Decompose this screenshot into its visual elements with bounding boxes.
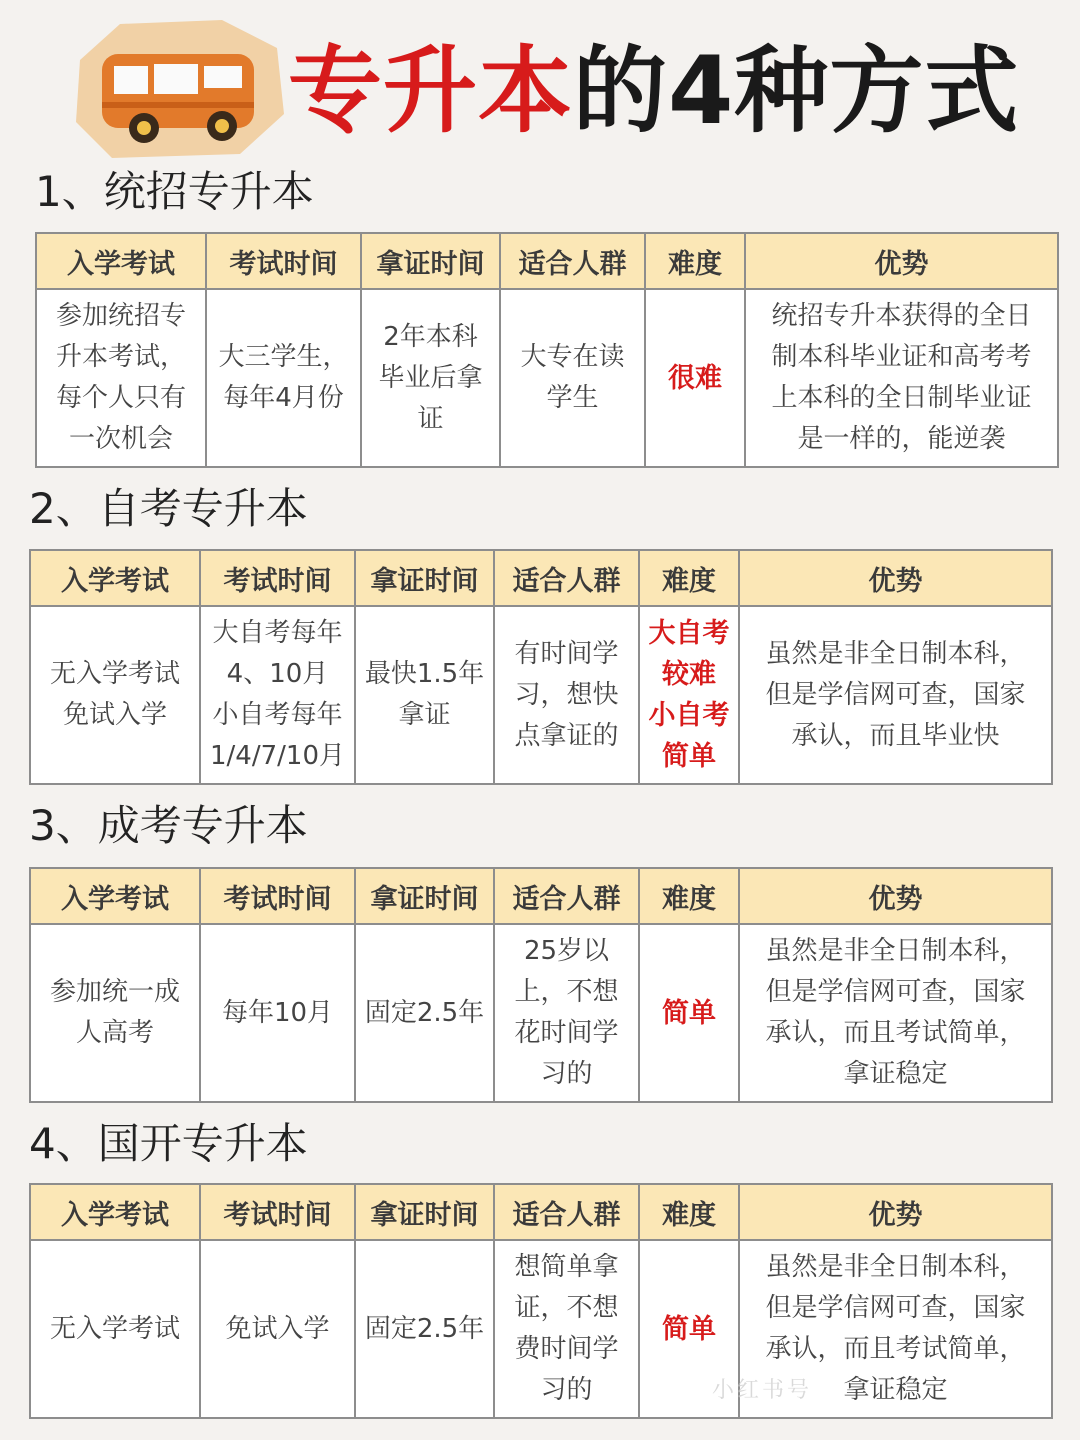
section-1-table	[35, 232, 1059, 468]
watermark: 小红书号	[712, 1378, 813, 1403]
column-header: 入学考试	[36, 233, 206, 289]
page-title-red: 专升本	[288, 37, 574, 146]
column-header: 拿证时间	[355, 868, 494, 924]
cert-time-cell: 2年本科 毕业后拿 证	[361, 289, 500, 467]
column-header: 拿证时间	[355, 1184, 494, 1240]
column-header: 适合人群	[494, 550, 639, 606]
column-header: 适合人群	[494, 1184, 639, 1240]
column-header: 难度	[645, 233, 745, 289]
entrance-cell: 参加统一成 人高考	[30, 924, 200, 1102]
table-row	[30, 1240, 1052, 1418]
section-1-heading: 1、统招专升本	[35, 167, 314, 216]
column-header: 适合人群	[500, 233, 645, 289]
column-header: 考试时间	[200, 868, 355, 924]
table-header-row	[30, 550, 1052, 606]
column-header: 难度	[639, 550, 739, 606]
cert-time-cell: 最快1.5年 拿证	[355, 606, 494, 784]
column-header: 适合人群	[494, 868, 639, 924]
column-header: 优势	[739, 550, 1052, 606]
column-header: 难度	[639, 1184, 739, 1240]
difficulty-cell: 很难	[645, 289, 745, 467]
column-header: 拿证时间	[361, 233, 500, 289]
column-header: 优势	[745, 233, 1058, 289]
advantage-cell: 虽然是非全日制本科， 但是学信网可查，国家 承认，而且毕业快	[739, 606, 1052, 784]
table-header-row	[30, 868, 1052, 924]
section-2-heading: 2、自考专升本	[29, 484, 308, 533]
section-3-heading: 3、成考专升本	[29, 801, 308, 850]
page-title-black: 的4种方式	[573, 37, 1020, 146]
page-title	[288, 30, 1019, 154]
table-header-row	[30, 1184, 1052, 1240]
advantage-cell: 统招专升本获得的全日 制本科毕业证和高考考 上本科的全日制毕业证 是一样的，能逆袭	[745, 289, 1058, 467]
column-header: 拿证时间	[355, 550, 494, 606]
column-header: 考试时间	[200, 550, 355, 606]
audience-cell: 25岁以 上，不想 花时间学 习的	[494, 924, 639, 1102]
exam-time-cell: 大自考每年 4、10月 小自考每年 1/4/7/10月	[200, 606, 355, 784]
table-row	[30, 924, 1052, 1102]
difficulty-cell: 简单	[639, 1240, 739, 1418]
column-header: 入学考试	[30, 550, 200, 606]
column-header: 考试时间	[200, 1184, 355, 1240]
audience-cell: 大专在读 学生	[500, 289, 645, 467]
column-header: 优势	[739, 868, 1052, 924]
entrance-cell: 无入学考试 免试入学	[30, 606, 200, 784]
section-4-table	[29, 1183, 1053, 1419]
audience-cell: 想简单拿 证，不想 费时间学 习的	[494, 1240, 639, 1418]
advantage-cell: 虽然是非全日制本科， 但是学信网可查，国家 承认，而且考试简单， 拿证稳定	[739, 1240, 1052, 1418]
column-header: 优势	[739, 1184, 1052, 1240]
entrance-cell: 参加统招专 升本考试， 每个人只有 一次机会	[36, 289, 206, 467]
header	[0, 0, 1080, 170]
exam-time-cell: 每年10月	[200, 924, 355, 1102]
table-row	[30, 606, 1052, 784]
table-row	[36, 289, 1058, 467]
table-header-row	[36, 233, 1058, 289]
section-3-table	[29, 867, 1053, 1103]
entrance-cell: 无入学考试	[30, 1240, 200, 1418]
exam-time-cell: 免试入学	[200, 1240, 355, 1418]
column-header: 考试时间	[206, 233, 361, 289]
advantage-cell: 虽然是非全日制本科， 但是学信网可查，国家 承认，而且考试简单， 拿证稳定	[739, 924, 1052, 1102]
section-2-table	[29, 549, 1053, 785]
section-4-heading: 4、国开专升本	[29, 1119, 308, 1168]
bus-icon	[72, 18, 287, 160]
column-header: 入学考试	[30, 1184, 200, 1240]
difficulty-cell: 简单	[639, 924, 739, 1102]
column-header: 难度	[639, 868, 739, 924]
audience-cell: 有时间学 习，想快 点拿证的	[494, 606, 639, 784]
difficulty-cell: 大自考 较难 小自考 简单	[639, 606, 739, 784]
column-header: 入学考试	[30, 868, 200, 924]
exam-time-cell: 大三学生， 每年4月份	[206, 289, 361, 467]
cert-time-cell: 固定2.5年	[355, 1240, 494, 1418]
cert-time-cell: 固定2.5年	[355, 924, 494, 1102]
